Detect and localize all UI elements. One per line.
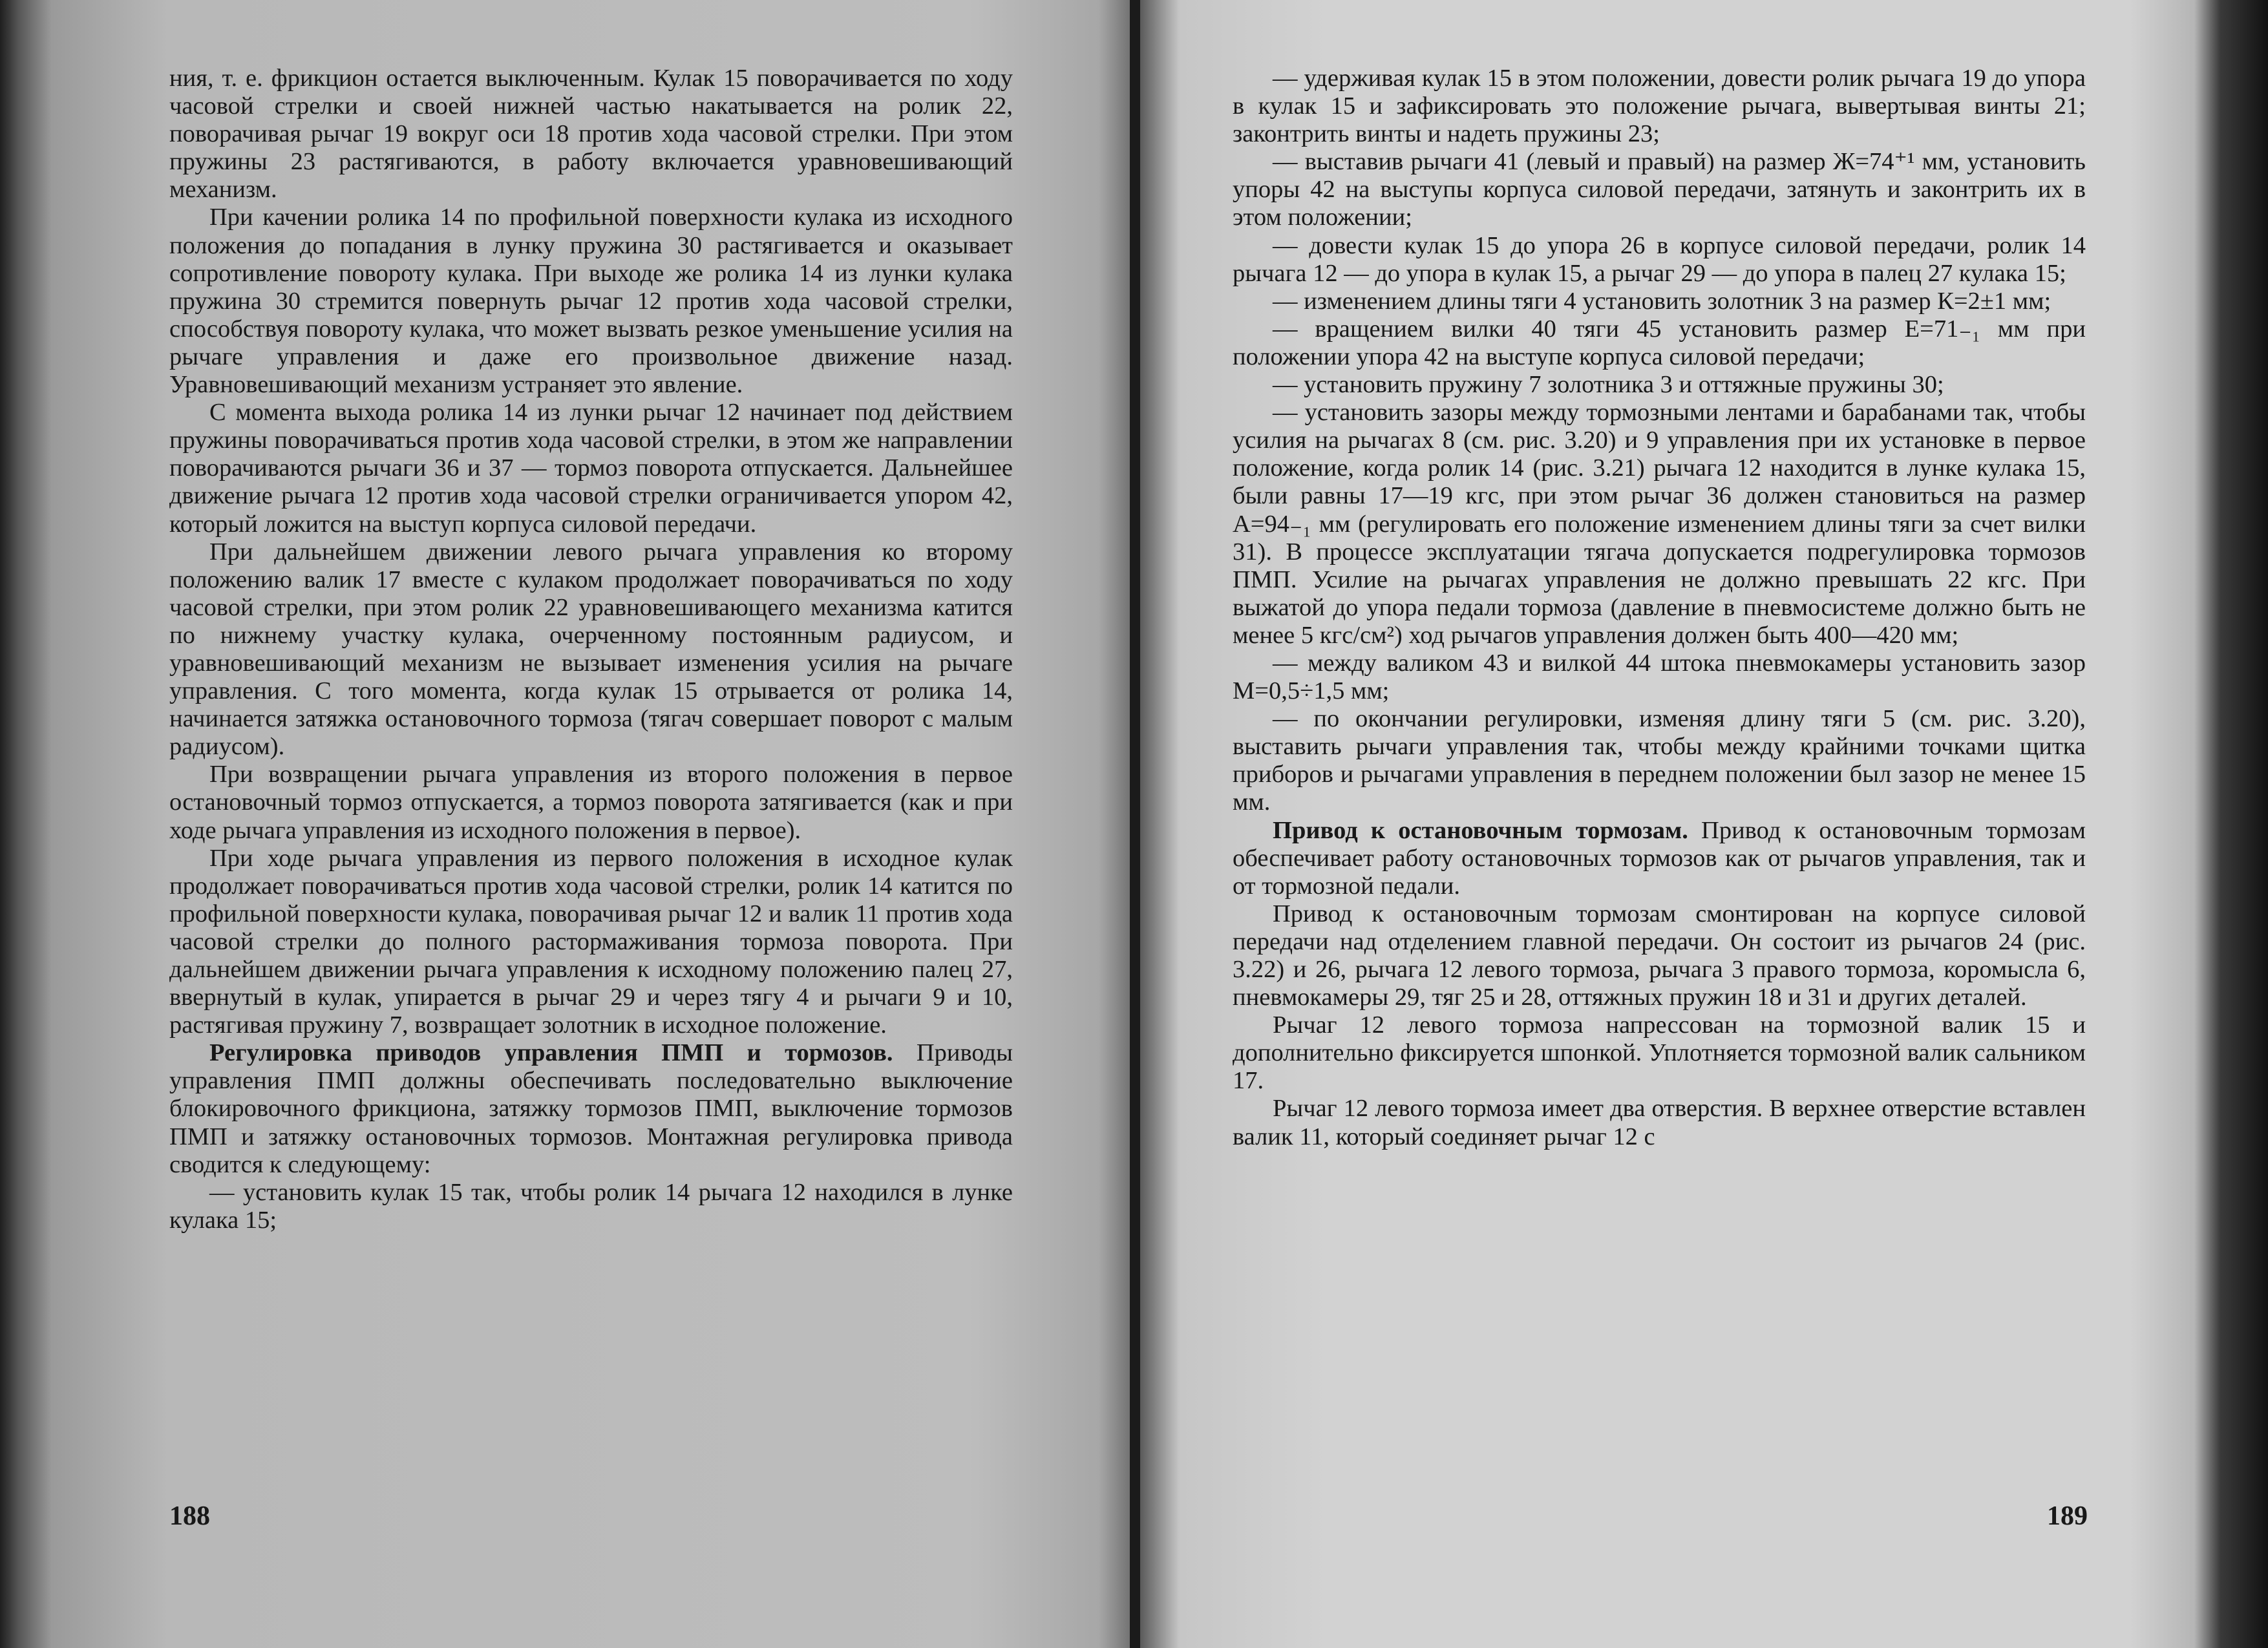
paragraph: — по окончании регулировки, изменяя длину тяги 5 (см. рис. 3.20), выставить рычаги управления так, чтобы между крайними точками щитка приборов и рычагами управления в переднем положении был зазор не менее 15 мм.	[1233, 705, 2086, 816]
paragraph: С момента выхода ролика 14 из лунки рычаг 12 начинает под действием пружины поворачиваться против хода часовой стрелки, в этом же направлении поворачиваются рычаги 36 и 37 — тормоз поворота отпускается. Дальнейшее движение рычага 12 против хода часовой стрелки ограничивается упором 42, который ложится на выступ корпуса силовой передачи.	[169, 399, 1013, 538]
paragraph: — довести кулак 15 до упора 26 в корпусе силовой передачи, ролик 14 рычага 12 — до упора в кулак 15, а рычаг 29 — до упора в палец 27 кулака 15;	[1233, 231, 2086, 287]
section-paragraph	[169, 1039, 1013, 1178]
section-heading: Привод к остановочным тормозам.	[1273, 816, 1688, 844]
section-text: Привод к остановочным тормозам обеспечивает работу остановочных тормозов как от рычагов управления, так и от тормозной педали.	[1233, 816, 2086, 900]
paragraph: — вращением вилки 40 тяги 45 установить размер Е=71₋₁ мм при положении упора 42 на выступе корпуса силовой передачи;	[1233, 315, 2086, 370]
paragraph: — между валиком 43 и вилкой 44 штока пневмокамеры установить зазор М=0,5÷1,5 мм;	[1233, 649, 2086, 705]
paragraph: Привод к остановочным тормозам смонтирован на корпусе силовой передачи над отделением главной передачи. Он состоит из рычагов 24 (рис. 3.22) и 26, рычага 12 левого тормоза, рычага 3 правого тормоза, коромысла 6, пневмокамеры 29, тяг 25 и 28, оттяжных пружин 18 и 31 и других деталей.	[1233, 900, 2086, 1011]
paragraph: При дальнейшем движении левого рычага управления ко второму положению валик 17 вместе с кулаком продолжает поворачиваться по ходу часовой стрелки, при этом ролик 22 уравновешивающего механизма катится по нижнему участку кулака, очерченному постоянным радиусом, и уравновешивающий механизм не вызывает изменения усилия на рычаге управления. С того момента, когда кулак 15 отрывается от ролика 14, начинается затяжка остановочного тормоза (тягач совершает поворот с малым радиусом).	[169, 538, 1013, 761]
paragraph: При ходе рычага управления из первого положения в исходное кулак продолжает поворачиваться против хода часовой стрелки, ролик 14 катится по профильной поверхности кулака, поворачивая рычаг 12 и валик 11 против хода часовой стрелки до полного растормаживания тормоза поворота. При дальнейшем движении рычага управления к исходному положению палец 27, ввернутый в кулак, упирается в рычаг 29 и через тягу 4 и рычаги 9 и 10, растягивая пружину 7, возвращает золотник в исходное положение.	[169, 844, 1013, 1039]
right-page	[1134, 0, 2268, 1648]
paragraph: Рычаг 12 левого тормоза имеет два отверстия. В верхнее отверстие вставлен валик 11, который соединяет рычаг 12 с	[1233, 1095, 2086, 1150]
paragraph: Рычаг 12 левого тормоза напрессован на тормозной валик 15 и дополнительно фиксируется шпонкой. Уплотняется тормозной валик сальником 17.	[1233, 1011, 2086, 1095]
paragraph: — изменением длины тяги 4 установить золотник 3 на размер К=2±1 мм;	[1273, 287, 2051, 315]
paragraph: — установить зазоры между тормозными лентами и барабанами так, чтобы усилия на рычагах 8 (см. рис. 3.20) и 9 управления при их установке в первое положение, когда ролик 14 (рис. 3.21) рычага 12 находится в лунке кулака 15, были равны 17—19 кгс, при этом рычаг 36 должен становиться на размер А=94₋₁ мм (регулировать его положение изменением длины тяги за счет вилки 31). В процессе эксплуатации тягача допускается подрегулировка тормозов ПМП. Усилие на рычагах управления не должно превышать 22 кгс. При выжатой до упора педали тормоза (давление в пневмосистеме должно быть не менее 5 кгс/см²) ход рычагов управления должен быть 400—420 мм;	[1233, 399, 2086, 649]
paragraph: При качении ролика 14 по профильной поверхности кулака из исходного положения до попадания в лунку пружина 30 растягивается и оказывает сопротивление повороту кулака. При выходе же ролика 14 из лунки кулака пружина 30 стремится повернуть рычаг 12 против хода часовой стрелки, способствуя повороту кулака, что может вызвать резкое уменьшение усилия на рычаге управления и даже его произвольное движение назад. Уравновешивающий механизм устраняет это явление.	[169, 204, 1013, 399]
section-paragraph	[1233, 817, 2086, 900]
paragraph: — удерживая кулак 15 в этом положении, довести ролик рычага 19 до упора в кулак 15 и зафиксировать это положение рычага, вывертывая винты 21; законтрить винты и надеть пружины 23;	[1233, 65, 2086, 148]
book-gutter	[1130, 0, 1140, 1648]
page-number: 189	[2047, 1501, 2088, 1531]
paragraph: — выставив рычаги 41 (левый и правый) на размер Ж=74⁺¹ мм, установить упоры 42 на выступы корпуса силовой передачи, затянуть и законтрить их в этом положении;	[1233, 148, 2086, 231]
page-number: 188	[169, 1501, 210, 1531]
paragraph: При возвращении рычага управления из второго положения в первое остановочный тормоз отпускается, а тормоз поворота затягивается (как и при ходе рычага управления из исходного положения в первое).	[169, 761, 1013, 844]
left-page-text	[169, 65, 1013, 1234]
paragraph: — установить кулак 15 так, чтобы ролик 14 рычага 12 находился в лунке кулака 15;	[169, 1178, 1013, 1234]
paragraph: ния, т. е. фрикцион остается выключенным. Кулак 15 поворачивается по ходу часовой стрелки и своей нижней частью накатывается на ролик 22, поворачивая рычаг 19 вокруг оси 18 против хода часовой стрелки. При этом пружины 23 растягиваются, в работу включается уравновешивающий механизм.	[169, 65, 1013, 204]
paragraph: — установить пружину 7 золотника 3 и оттяжные пружины 30;	[1273, 371, 1944, 399]
right-page-text	[1233, 65, 2086, 1151]
section-heading: Регулировка приводов управления ПМП и тормозов.	[209, 1039, 893, 1067]
section-text: Приводы управления ПМП должны обеспечивать последовательно выключение блокировочного фрикциона, затяжку тормозов ПМП, выключение тормозов ПМП и затяжку остановочных тормозов. Монтажная регулировка привода сводится к следующему:	[169, 1039, 1013, 1178]
